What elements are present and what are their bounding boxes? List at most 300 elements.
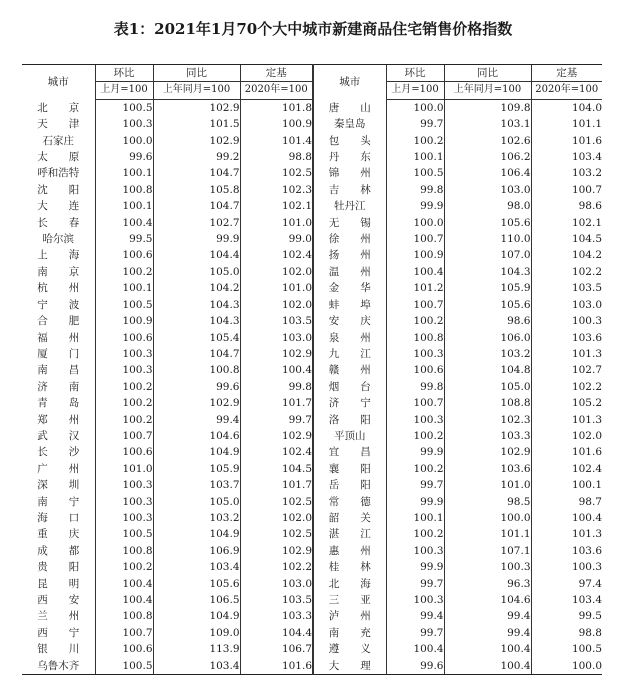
- yoy-cell-right: 100.4: [444, 658, 531, 675]
- mom-cell-right: 100.2: [386, 526, 444, 542]
- yoy-cell-right: 106.0: [444, 330, 531, 346]
- yoy-cell-right: 100.0: [444, 510, 531, 526]
- table-row: [22, 461, 602, 477]
- table-row: [22, 477, 602, 493]
- table-row: [22, 99, 602, 116]
- yoy-cell-left: 102.7: [153, 215, 240, 231]
- fixed-cell-right: 101.6: [531, 133, 602, 149]
- city-cell-right: 湛 江: [313, 526, 386, 542]
- fixed-cell-right: 98.8: [531, 625, 602, 641]
- fixed-cell-right: 102.1: [531, 215, 602, 231]
- table-row: [22, 494, 602, 510]
- fixed-cell-right: 100.5: [531, 641, 602, 657]
- mom-cell-left: 100.4: [95, 215, 153, 231]
- fixed-cell-left: 103.0: [240, 330, 313, 346]
- mom-cell-left: 100.3: [95, 346, 153, 362]
- city-cell-right: 丹 东: [313, 149, 386, 165]
- header-row-1: [22, 65, 602, 82]
- yoy-cell-left: 104.7: [153, 346, 240, 362]
- fixed-cell-right: 103.4: [531, 592, 602, 608]
- yoy-cell-right: 98.5: [444, 494, 531, 510]
- city-cell-left: 郑 州: [37, 413, 80, 426]
- table-row: [22, 510, 602, 526]
- yoy-header-right: 同比: [444, 65, 531, 82]
- city-cell-right: 锦 州: [313, 165, 386, 181]
- city-cell-right: 温 州: [313, 264, 386, 280]
- mom-cell-left: 100.5: [95, 658, 153, 675]
- yoy-cell-left: 104.4: [153, 247, 240, 263]
- yoy-cell-left: 105.8: [153, 182, 240, 198]
- yoy-cell-left: 102.9: [153, 99, 240, 116]
- fixed-cell-right: 100.1: [531, 477, 602, 493]
- yoy-cell-right: 105.6: [444, 215, 531, 231]
- fixed-cell-right: 101.3: [531, 526, 602, 542]
- city-cell-left: 厦 门: [37, 347, 80, 360]
- mom-cell-left: 100.6: [95, 330, 153, 346]
- yoy-cell-right: 102.6: [444, 133, 531, 149]
- city-cell-left: 昆 明: [37, 577, 80, 590]
- fixed-cell-left: 100.9: [240, 116, 313, 132]
- yoy-cell-left: 99.6: [153, 379, 240, 395]
- city-cell-left: 太 原: [37, 151, 80, 164]
- city-cell-right: 桂 林: [313, 559, 386, 575]
- yoy-cell-left: 100.8: [153, 362, 240, 378]
- city-cell-right: 遵 义: [313, 641, 386, 657]
- mom-cell-right: 100.2: [386, 133, 444, 149]
- fixed-cell-right: 100.0: [531, 658, 602, 675]
- fixed-cell-right: 101.1: [531, 116, 602, 132]
- fixed-cell-right: 104.0: [531, 99, 602, 116]
- table-row: [22, 625, 602, 641]
- yoy-cell-left: 106.5: [153, 592, 240, 608]
- table-row: [22, 198, 602, 214]
- yoy-cell-right: 99.4: [444, 625, 531, 641]
- city-header-left: 城市: [22, 65, 95, 100]
- mom-cell-left: 99.6: [95, 149, 153, 165]
- yoy-cell-left: 99.4: [153, 412, 240, 428]
- yoy-cell-left: 109.0: [153, 625, 240, 641]
- mom-cell-right: 99.9: [386, 444, 444, 460]
- table-row: [22, 280, 602, 296]
- mom-cell-left: 100.6: [95, 444, 153, 460]
- yoy-cell-right: 102.9: [444, 444, 531, 460]
- mom-cell-right: 99.8: [386, 182, 444, 198]
- yoy-cell-right: 104.8: [444, 362, 531, 378]
- fixed-cell-left: 103.3: [240, 608, 313, 624]
- mom-cell-right: 100.3: [386, 543, 444, 559]
- mom-cell-right: 100.4: [386, 264, 444, 280]
- city-cell-left: 青 岛: [37, 397, 80, 410]
- table-row: [22, 641, 602, 657]
- table-row: [22, 116, 602, 132]
- yoy-cell-left: 105.0: [153, 494, 240, 510]
- yoy-cell-left: 104.2: [153, 280, 240, 296]
- yoy-cell-right: 103.2: [444, 346, 531, 362]
- fixed-cell-right: 100.3: [531, 559, 602, 575]
- fixed-cell-right: 99.5: [531, 608, 602, 624]
- city-cell-right: 蚌 埠: [313, 297, 386, 313]
- fixed-cell-left: 102.0: [240, 510, 313, 526]
- yoy-header-left: 同比: [153, 65, 240, 82]
- yoy-cell-left: 106.9: [153, 543, 240, 559]
- yoy-cell-right: 100.3: [444, 559, 531, 575]
- table-row: [22, 428, 602, 444]
- yoy-cell-right: 104.3: [444, 264, 531, 280]
- mom-cell-right: 99.7: [386, 625, 444, 641]
- yoy-cell-left: 103.7: [153, 477, 240, 493]
- table-row: [22, 412, 602, 428]
- fixed-cell-left: 101.0: [240, 280, 313, 296]
- yoy-cell-right: 101.1: [444, 526, 531, 542]
- yoy-cell-right: 106.4: [444, 165, 531, 181]
- city-cell-right: 牡丹江: [313, 198, 386, 214]
- mom-cell-right: 100.3: [386, 412, 444, 428]
- price-index-table: [22, 64, 602, 675]
- mom-cell-left: 100.3: [95, 116, 153, 132]
- mom-cell-right: 101.2: [386, 280, 444, 296]
- mom-cell-right: 100.7: [386, 395, 444, 411]
- yoy-cell-right: 104.6: [444, 592, 531, 608]
- city-cell-left: 长 春: [37, 216, 80, 229]
- mom-cell-left: 100.9: [95, 313, 153, 329]
- fixed-cell-left: 99.0: [240, 231, 313, 247]
- city-cell-left: 杭 州: [37, 282, 80, 295]
- mom-cell-left: 99.5: [95, 231, 153, 247]
- table-row: [22, 231, 602, 247]
- yoy-cell-right: 106.2: [444, 149, 531, 165]
- table-body: [22, 99, 602, 674]
- mom-cell-left: 100.1: [95, 280, 153, 296]
- mom-cell-right: 99.9: [386, 559, 444, 575]
- mom-cell-right: 100.2: [386, 428, 444, 444]
- mom-cell-left: 100.2: [95, 379, 153, 395]
- table-row: [22, 576, 602, 592]
- table-row: [22, 362, 602, 378]
- fixed-cell-right: 103.4: [531, 149, 602, 165]
- fixed-cell-left: 102.9: [240, 428, 313, 444]
- fixed-cell-left: 102.0: [240, 297, 313, 313]
- yoy-cell-left: 102.9: [153, 395, 240, 411]
- mom-cell-right: 100.0: [386, 215, 444, 231]
- fixed-cell-left: 102.9: [240, 543, 313, 559]
- fixed-cell-right: 104.5: [531, 231, 602, 247]
- fixed-cell-left: 102.5: [240, 165, 313, 181]
- mom-cell-right: 100.7: [386, 231, 444, 247]
- fixed-cell-right: 102.2: [531, 379, 602, 395]
- city-cell-right: 吉 林: [313, 182, 386, 198]
- yoy-cell-left: 105.9: [153, 461, 240, 477]
- table-row: [22, 313, 602, 329]
- mom-cell-right: 100.2: [386, 313, 444, 329]
- city-cell-right: 包 头: [313, 133, 386, 149]
- city-cell-right: 扬 州: [313, 247, 386, 263]
- city-cell-left: 呼和浩特: [37, 167, 80, 180]
- mom-cell-left: 100.6: [95, 247, 153, 263]
- table-row: [22, 444, 602, 460]
- city-cell-left: 长 沙: [37, 446, 80, 459]
- mom-cell-left: 100.2: [95, 395, 153, 411]
- city-cell-right: 三 亚: [313, 592, 386, 608]
- mom-cell-left: 100.8: [95, 182, 153, 198]
- yoy-cell-right: 103.3: [444, 428, 531, 444]
- fixed-cell-right: 98.7: [531, 494, 602, 510]
- yoy-cell-right: 99.4: [444, 608, 531, 624]
- header-row-2: [22, 82, 602, 99]
- city-cell-right: 泸 州: [313, 608, 386, 624]
- city-cell-right: 南 充: [313, 625, 386, 641]
- mom-cell-right: 100.9: [386, 247, 444, 263]
- yoy-subheader-left: 上年同月=100: [153, 82, 240, 99]
- mom-cell-right: 99.6: [386, 658, 444, 675]
- city-cell-right: 惠 州: [313, 543, 386, 559]
- yoy-cell-right: 98.0: [444, 198, 531, 214]
- mom-header-right: 环比: [386, 65, 444, 82]
- mom-cell-left: 100.5: [95, 99, 153, 116]
- fixed-cell-right: 103.6: [531, 330, 602, 346]
- yoy-cell-right: 105.9: [444, 280, 531, 296]
- fixed-cell-right: 101.3: [531, 346, 602, 362]
- table-row: [22, 133, 602, 149]
- table-row: [22, 264, 602, 280]
- fixed-cell-left: 99.7: [240, 412, 313, 428]
- fixed-cell-right: 97.4: [531, 576, 602, 592]
- yoy-cell-right: 109.8: [444, 99, 531, 116]
- fixed-cell-left: 104.4: [240, 625, 313, 641]
- yoy-cell-right: 101.0: [444, 477, 531, 493]
- fixed-cell-right: 103.6: [531, 543, 602, 559]
- mom-cell-left: 100.6: [95, 641, 153, 657]
- fixed-cell-left: 103.5: [240, 313, 313, 329]
- city-cell-right: 济 宁: [313, 395, 386, 411]
- mom-cell-left: 100.5: [95, 297, 153, 313]
- yoy-cell-right: 96.3: [444, 576, 531, 592]
- city-cell-right: 大 理: [313, 658, 386, 675]
- table-row: [22, 559, 602, 575]
- city-cell-left: 福 州: [37, 331, 80, 344]
- fixed-cell-left: 102.0: [240, 264, 313, 280]
- mom-cell-right: 99.7: [386, 576, 444, 592]
- fixed-cell-right: 103.2: [531, 165, 602, 181]
- mom-cell-left: 100.2: [95, 559, 153, 575]
- table-row: [22, 543, 602, 559]
- mom-cell-right: 100.1: [386, 149, 444, 165]
- mom-cell-left: 100.7: [95, 625, 153, 641]
- city-cell-left: 天 津: [37, 118, 80, 131]
- fixed-cell-left: 102.2: [240, 559, 313, 575]
- city-cell-left: 深 圳: [37, 479, 80, 492]
- mom-cell-left: 100.3: [95, 477, 153, 493]
- city-cell-left: 南 宁: [37, 495, 80, 508]
- city-cell-right: 岳 阳: [313, 477, 386, 493]
- yoy-cell-right: 100.4: [444, 641, 531, 657]
- yoy-cell-left: 99.2: [153, 149, 240, 165]
- city-cell-left: 哈尔滨: [42, 233, 74, 246]
- fixed-cell-left: 102.4: [240, 247, 313, 263]
- mom-cell-right: 99.9: [386, 198, 444, 214]
- fixed-subheader-left: 2020年=100: [240, 82, 313, 99]
- yoy-cell-right: 107.1: [444, 543, 531, 559]
- city-cell-right: 唐 山: [313, 99, 386, 116]
- city-header-right: 城市: [313, 65, 386, 100]
- yoy-cell-left: 99.9: [153, 231, 240, 247]
- fixed-cell-right: 101.3: [531, 412, 602, 428]
- city-cell-left: 银 川: [37, 643, 80, 656]
- mom-cell-left: 100.2: [95, 412, 153, 428]
- yoy-cell-right: 103.1: [444, 116, 531, 132]
- city-cell-left: 宁 波: [37, 298, 80, 311]
- mom-cell-right: 99.7: [386, 116, 444, 132]
- yoy-cell-left: 104.3: [153, 297, 240, 313]
- city-cell-right: 襄 阳: [313, 461, 386, 477]
- mom-cell-left: 100.1: [95, 198, 153, 214]
- city-cell-right: 九 江: [313, 346, 386, 362]
- mom-cell-right: 100.5: [386, 165, 444, 181]
- mom-cell-right: 100.4: [386, 641, 444, 657]
- city-cell-left: 大 连: [37, 200, 80, 213]
- mom-subheader-right: 上月=100: [386, 82, 444, 99]
- city-cell-left: 上 海: [37, 249, 80, 262]
- yoy-cell-left: 105.4: [153, 330, 240, 346]
- fixed-cell-left: 102.9: [240, 346, 313, 362]
- city-cell-left: 海 口: [37, 511, 80, 524]
- fixed-cell-left: 101.6: [240, 658, 313, 675]
- yoy-cell-left: 104.6: [153, 428, 240, 444]
- fixed-cell-right: 105.2: [531, 395, 602, 411]
- mom-cell-left: 100.0: [95, 133, 153, 149]
- mom-cell-left: 100.5: [95, 526, 153, 542]
- table-row: [22, 247, 602, 263]
- city-cell-right: 秦皇岛: [313, 116, 386, 132]
- fixed-cell-left: 102.4: [240, 444, 313, 460]
- city-cell-left: 兰 州: [37, 610, 80, 623]
- yoy-cell-right: 102.3: [444, 412, 531, 428]
- yoy-cell-right: 103.0: [444, 182, 531, 198]
- fixed-cell-right: 103.5: [531, 280, 602, 296]
- table-title: 表1：2021年1月70个大中城市新建商品住宅销售价格指数: [113, 20, 513, 38]
- yoy-cell-right: 110.0: [444, 231, 531, 247]
- mom-subheader-left: 上月=100: [95, 82, 153, 99]
- yoy-cell-left: 103.2: [153, 510, 240, 526]
- city-cell-right: 烟 台: [313, 379, 386, 395]
- fixed-cell-left: 104.5: [240, 461, 313, 477]
- mom-cell-right: 100.2: [386, 461, 444, 477]
- yoy-cell-left: 104.9: [153, 444, 240, 460]
- city-cell-left: 乌鲁木齐: [22, 658, 95, 675]
- yoy-cell-left: 104.9: [153, 526, 240, 542]
- fixed-cell-right: 102.2: [531, 264, 602, 280]
- yoy-cell-left: 104.3: [153, 313, 240, 329]
- mom-cell-right: 99.7: [386, 477, 444, 493]
- mom-cell-left: 100.2: [95, 264, 153, 280]
- yoy-subheader-right: 上年同月=100: [444, 82, 531, 99]
- yoy-cell-right: 105.0: [444, 379, 531, 395]
- mom-cell-right: 99.9: [386, 494, 444, 510]
- fixed-cell-left: 101.7: [240, 395, 313, 411]
- yoy-cell-right: 98.6: [444, 313, 531, 329]
- fixed-cell-left: 101.7: [240, 477, 313, 493]
- mom-cell-left: 100.3: [95, 362, 153, 378]
- mom-cell-left: 101.0: [95, 461, 153, 477]
- city-cell-left: 西 安: [37, 594, 80, 606]
- city-cell-left: 南 京: [37, 265, 80, 278]
- fixed-cell-left: 102.5: [240, 526, 313, 542]
- yoy-cell-right: 103.6: [444, 461, 531, 477]
- table-row: [22, 330, 602, 346]
- mom-cell-right: 99.8: [386, 379, 444, 395]
- fixed-cell-right: 100.3: [531, 313, 602, 329]
- city-cell-right: 金 华: [313, 280, 386, 296]
- fixed-cell-left: 103.0: [240, 576, 313, 592]
- mom-cell-right: 100.0: [386, 99, 444, 116]
- fixed-cell-left: 102.3: [240, 182, 313, 198]
- yoy-cell-left: 103.4: [153, 658, 240, 675]
- yoy-cell-left: 102.9: [153, 133, 240, 149]
- yoy-cell-left: 104.9: [153, 608, 240, 624]
- mom-cell-right: 100.7: [386, 297, 444, 313]
- mom-cell-left: 100.3: [95, 494, 153, 510]
- city-cell-left: 南 昌: [37, 364, 80, 377]
- table-row: [22, 149, 602, 165]
- yoy-cell-left: 104.7: [153, 198, 240, 214]
- fixed-header-right: 定基: [531, 65, 602, 82]
- yoy-cell-right: 105.6: [444, 297, 531, 313]
- city-cell-right: 泉 州: [313, 330, 386, 346]
- city-cell-left: 广 州: [37, 462, 80, 475]
- yoy-cell-left: 113.9: [153, 641, 240, 657]
- fixed-cell-right: 98.6: [531, 198, 602, 214]
- city-cell-right: 常 德: [313, 494, 386, 510]
- city-cell-right: 安 庆: [313, 313, 386, 329]
- city-cell-left: 武 汉: [37, 429, 80, 442]
- fixed-cell-left: 101.8: [240, 99, 313, 116]
- city-cell-left: 石家庄: [42, 134, 74, 147]
- yoy-cell-left: 105.6: [153, 576, 240, 592]
- mom-cell-right: 100.1: [386, 510, 444, 526]
- fixed-cell-right: 102.4: [531, 461, 602, 477]
- fixed-cell-right: 100.4: [531, 510, 602, 526]
- fixed-cell-right: 100.7: [531, 182, 602, 198]
- table-row: [22, 182, 602, 198]
- table-row: [22, 379, 602, 395]
- city-cell-right: 徐 州: [313, 231, 386, 247]
- city-cell-left: 西 宁: [37, 626, 80, 639]
- yoy-cell-left: 104.7: [153, 165, 240, 181]
- mom-cell-right: 100.3: [386, 592, 444, 608]
- mom-cell-left: 100.7: [95, 428, 153, 444]
- city-cell-right: 韶 关: [313, 510, 386, 526]
- mom-cell-right: 100.6: [386, 362, 444, 378]
- mom-cell-right: 100.8: [386, 330, 444, 346]
- city-cell-left: 北 京: [37, 101, 80, 114]
- fixed-cell-right: 103.0: [531, 297, 602, 313]
- table-row: [22, 658, 602, 675]
- fixed-cell-left: 98.8: [240, 149, 313, 165]
- fixed-cell-left: 102.5: [240, 494, 313, 510]
- table-row: [22, 395, 602, 411]
- mom-cell-left: 100.3: [95, 510, 153, 526]
- city-cell-left: 沈 阳: [37, 183, 80, 196]
- mom-cell-left: 100.4: [95, 592, 153, 608]
- mom-cell-left: 100.8: [95, 543, 153, 559]
- yoy-cell-left: 105.0: [153, 264, 240, 280]
- mom-cell-right: 99.4: [386, 608, 444, 624]
- city-cell-left: 济 南: [37, 380, 80, 393]
- yoy-cell-left: 103.4: [153, 559, 240, 575]
- city-cell-right: 无 锡: [313, 215, 386, 231]
- city-cell-right: 赣 州: [313, 362, 386, 378]
- city-cell-left: 贵 阳: [37, 561, 80, 574]
- fixed-cell-left: 106.7: [240, 641, 313, 657]
